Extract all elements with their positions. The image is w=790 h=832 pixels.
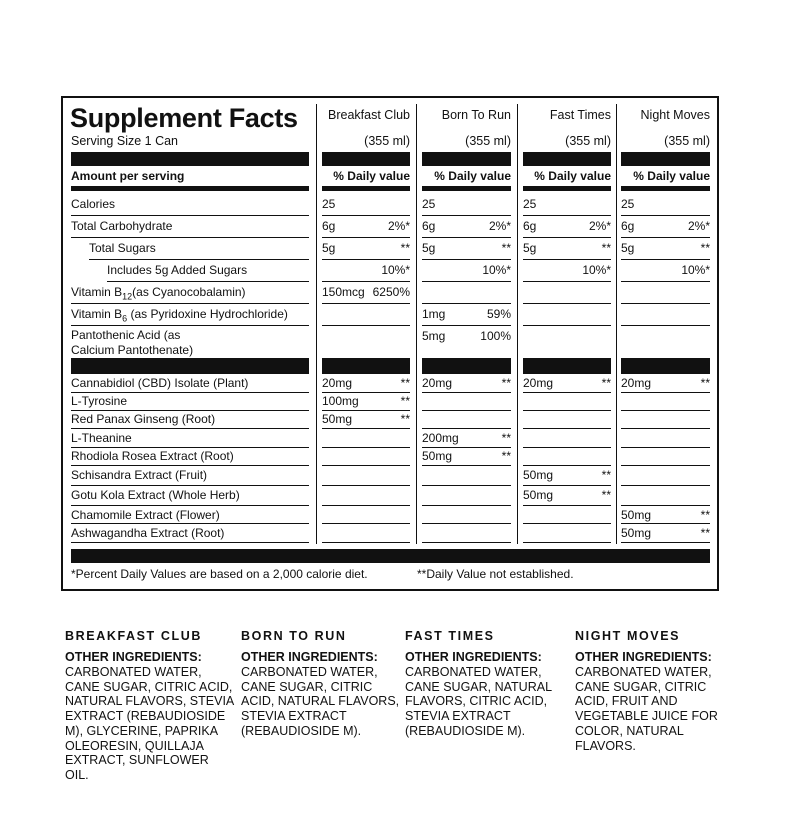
row-rule-col-2 [523, 259, 611, 260]
ingredient-8-amount-3: 50mg [621, 526, 652, 540]
row-rule-col-2 [523, 410, 611, 411]
row-rule-col-1 [422, 259, 511, 260]
ingredient-4-amount-1: 50mg [422, 449, 453, 463]
ingredient-7-amount-3: 50mg [621, 508, 652, 522]
thick-bar-mid-label [71, 358, 309, 374]
medium-bar-col-2 [523, 186, 611, 191]
row-rule-label [71, 392, 309, 393]
medium-bar-col-1 [422, 186, 511, 191]
row-rule-col-0 [322, 542, 410, 543]
row-rule-col-1 [422, 281, 511, 282]
other-ingredients-heading-0: OTHER INGREDIENTS: [65, 650, 202, 664]
nutrient-carb-amount-3: 6g [621, 219, 635, 233]
row-rule-col-0 [322, 523, 410, 524]
nutrient-carb-amount-2: 6g [523, 219, 537, 233]
thick-bar-top-col-2 [523, 152, 611, 166]
row-rule-col-1 [422, 237, 511, 238]
ingredient-4-dv-1: ** [501, 449, 511, 463]
ingredient-0-amount-2: 20mg [523, 376, 554, 390]
supplement-facts-panel [61, 96, 719, 591]
ingredient-5-amount-2: 50mg [523, 468, 554, 482]
row-rule-col-2 [523, 542, 611, 543]
row-rule-col-1 [422, 542, 511, 543]
nutrient-panto-amount-1: 5mg [422, 329, 446, 343]
row-rule-label [71, 542, 309, 543]
ingredient-8-dv-3: ** [700, 526, 710, 540]
ingredient-0-dv-2: ** [601, 376, 611, 390]
row-rule-col-0 [322, 428, 410, 429]
row-rule-col-0 [322, 485, 410, 486]
thick-bar-mid-col-2 [523, 358, 611, 374]
other-ingredients-text-2: CARBONATED WATER, CANE SUGAR, NATURAL FLAVORS, CITRIC ACID, STEVIA EXTRACT (REBAUDIOSIDE M). [405, 665, 552, 738]
row-rule-col-2 [523, 237, 611, 238]
row-rule-col-3 [621, 447, 710, 448]
nutrient-b12-dv-0: 6250% [372, 285, 410, 299]
row-rule-label [71, 465, 309, 466]
ingredient-7-dv-3: ** [700, 508, 710, 522]
ingredient-5-dv-2: ** [601, 468, 611, 482]
row-rule-col-3 [621, 505, 710, 506]
ingredient-2-amount-0: 50mg [322, 412, 353, 426]
product-section-title-1: BORN TO RUN [241, 629, 347, 643]
other-ingredients-heading-1: OTHER INGREDIENTS: [241, 650, 378, 664]
ingredient-0-amount-3: 20mg [621, 376, 652, 390]
nutrient-calories-amount-2: 25 [523, 197, 537, 211]
dv-header-3: % Daily value [633, 169, 710, 183]
footnote-dv: *Percent Daily Values are based on a 2,000 calorie diet. [71, 567, 368, 581]
row-rule-col-3 [621, 325, 710, 326]
nutrient-calories-amount-0: 25 [322, 197, 336, 211]
medium-bar-col-0 [322, 186, 410, 191]
row-rule-col-3 [621, 237, 710, 238]
product-name-1: Born To Run [441, 108, 511, 122]
thick-bar-mid-col-1 [422, 358, 511, 374]
row-rule-col-2 [523, 392, 611, 393]
other-ingredients-heading-2: OTHER INGREDIENTS: [405, 650, 542, 664]
row-rule-col-2 [523, 505, 611, 506]
nutrient-carb-amount-0: 6g [322, 219, 336, 233]
nutrient-calories-amount-1: 25 [422, 197, 436, 211]
row-rule-label [71, 410, 309, 411]
row-rule-col-3 [621, 215, 710, 216]
row-rule-col-2 [523, 303, 611, 304]
ingredient-4-label: Rhodiola Rosea Extract (Root) [71, 449, 234, 463]
row-rule-col-1 [422, 410, 511, 411]
row-rule-col-3 [621, 410, 710, 411]
row-rule-col-1 [422, 505, 511, 506]
product-serving-2: (355 ml) [565, 134, 611, 148]
nutrient-b6-dv-1: 59% [486, 307, 511, 321]
nutrient-added-dv-1: 10%* [482, 263, 511, 277]
nutrient-sugars-amount-2: 5g [523, 241, 537, 255]
other-ingredients-text-3: CARBONATED WATER, CANE SUGAR, CITRIC ACID, FRUIT AND VEGETABLE JUICE FOR COLOR, NATURAL FLAVORS. [575, 665, 718, 753]
row-rule-col-2 [523, 465, 611, 466]
amount-per-serving: Amount per serving [71, 169, 185, 183]
thick-bar-mid-col-0 [322, 358, 410, 374]
ingredient-0-amount-0: 20mg [322, 376, 353, 390]
thick-bar-top-col-3 [621, 152, 710, 166]
dv-header-0: % Daily value [333, 169, 410, 183]
row-rule-col-1 [422, 465, 511, 466]
column-divider [517, 104, 518, 544]
row-rule-col-1 [422, 392, 511, 393]
ingredient-2-label: Red Panax Ginseng (Root) [71, 412, 216, 426]
row-rule-label [71, 505, 309, 506]
row-rule-label [71, 215, 309, 216]
nutrient-carb-dv-1: 2%* [488, 219, 511, 233]
ingredient-0-dv-3: ** [700, 376, 710, 390]
ingredient-2-dv-0: ** [400, 412, 410, 426]
row-rule-col-2 [523, 281, 611, 282]
product-name-2: Fast Times [549, 108, 611, 122]
row-rule-col-0 [322, 392, 410, 393]
ingredient-8-label: Ashwagandha Extract (Root) [71, 526, 225, 540]
ingredient-7-label: Chamomile Extract (Flower) [71, 508, 220, 522]
row-rule-col-0 [322, 410, 410, 411]
ingredient-5-label: Schisandra Extract (Fruit) [71, 468, 208, 482]
thick-bar-bottom [71, 549, 710, 563]
product-serving-0: (355 ml) [364, 134, 410, 148]
ingredient-1-label: L-Tyrosine [71, 394, 128, 408]
row-rule-col-3 [621, 542, 710, 543]
nutrient-sugars-amount-0: 5g [322, 241, 336, 255]
nutrient-calories-label: Calories [71, 197, 116, 211]
label-text: (as Pyridoxine Hydrochloride) [127, 307, 288, 321]
row-rule-col-2 [523, 215, 611, 216]
row-rule-col-1 [422, 303, 511, 304]
row-rule-col-0 [322, 259, 410, 260]
footnote-not-established: **Daily Value not established. [417, 567, 574, 581]
thick-bar-top-label [71, 152, 309, 166]
nutrient-b12-amount-0: 150mcg [322, 285, 365, 299]
nutrient-panto-label-2: Calcium Pantothenate) [71, 343, 194, 357]
row-rule-col-0 [322, 281, 410, 282]
column-divider [316, 104, 317, 544]
ingredient-0-label: Cannabidiol (CBD) Isolate (Plant) [71, 376, 249, 390]
row-rule-col-3 [621, 303, 710, 304]
product-serving-1: (355 ml) [465, 134, 511, 148]
product-name-3: Night Moves [640, 108, 710, 122]
medium-bar-col-3 [621, 186, 710, 191]
product-serving-3: (355 ml) [664, 134, 710, 148]
medium-bar-label [71, 186, 309, 191]
row-rule-col-0 [322, 325, 410, 326]
ingredient-1-amount-0: 100mg [322, 394, 359, 408]
nutrient-sugars-dv-1: ** [501, 241, 511, 255]
row-rule-col-1 [422, 447, 511, 448]
product-section-title-2: FAST TIMES [405, 629, 495, 643]
row-rule-col-0 [322, 303, 410, 304]
row-rule-col-2 [523, 447, 611, 448]
ingredient-0-amount-1: 20mg [422, 376, 453, 390]
nutrient-calories-amount-3: 25 [621, 197, 635, 211]
nutrient-b6-label [71, 307, 288, 323]
ingredient-3-label: L-Theanine [71, 431, 132, 445]
nutrient-added-dv-2: 10%* [582, 263, 611, 277]
nutrient-carb-dv-2: 2%* [588, 219, 611, 233]
nutrient-carb-label: Total Carbohydrate [71, 219, 173, 233]
nutrient-panto-dv-1: 100% [480, 329, 511, 343]
row-rule-col-3 [621, 281, 710, 282]
row-rule-col-2 [523, 428, 611, 429]
nutrient-sugars-dv-2: ** [601, 241, 611, 255]
ingredient-3-amount-1: 200mg [422, 431, 459, 445]
row-rule-label [107, 281, 309, 282]
row-rule-label [71, 485, 309, 486]
row-rule-col-1 [422, 215, 511, 216]
nutrient-sugars-label: Total Sugars [89, 241, 156, 255]
row-rule-col-0 [322, 237, 410, 238]
nutrient-sugars-dv-3: ** [700, 241, 710, 255]
column-divider [416, 104, 417, 544]
row-rule-label [71, 237, 309, 238]
label-subscript: 12 [122, 291, 133, 302]
row-rule-col-2 [523, 485, 611, 486]
ingredient-0-dv-0: ** [400, 376, 410, 390]
nutrient-panto-label-1: Pantothenic Acid (as [71, 328, 181, 342]
nutrient-added-dv-0: 10%* [381, 263, 410, 277]
row-rule-label [71, 447, 309, 448]
label-subscript: 6 [122, 313, 128, 324]
column-divider [616, 104, 617, 544]
thick-bar-top-col-1 [422, 152, 511, 166]
row-rule-col-2 [523, 325, 611, 326]
nutrient-sugars-amount-1: 5g [422, 241, 436, 255]
ingredient-6-amount-2: 50mg [523, 488, 554, 502]
product-name-0: Breakfast Club [328, 108, 410, 122]
row-rule-label [71, 428, 309, 429]
row-rule-label [89, 259, 309, 260]
row-rule-label [71, 523, 309, 524]
label-text: Vitamin B [71, 307, 123, 321]
row-rule-col-1 [422, 485, 511, 486]
row-rule-col-0 [322, 505, 410, 506]
other-ingredients-text-1: CARBONATED WATER, CANE SUGAR, CITRIC ACID, NATURAL FLAVORS, STEVIA EXTRACT (REBAUDIOSIDE M). [241, 665, 400, 738]
row-rule-label [71, 325, 309, 326]
dv-header-2: % Daily value [534, 169, 611, 183]
row-rule-col-1 [422, 428, 511, 429]
nutrient-b12-label [71, 285, 246, 301]
nutrient-added-dv-3: 10%* [681, 263, 710, 277]
row-rule-col-3 [621, 485, 710, 486]
row-rule-col-2 [523, 523, 611, 524]
row-rule-label [71, 303, 309, 304]
row-rule-col-1 [422, 325, 511, 326]
panel-title: Supplement Facts [70, 103, 298, 133]
nutrient-carb-amount-1: 6g [422, 219, 436, 233]
row-rule-col-3 [621, 523, 710, 524]
product-section-title-0: BREAKFAST CLUB [65, 629, 202, 643]
row-rule-col-3 [621, 465, 710, 466]
ingredient-0-dv-1: ** [501, 376, 511, 390]
thick-bar-mid-col-3 [621, 358, 710, 374]
ingredient-1-dv-0: ** [400, 394, 410, 408]
nutrient-added-label: Includes 5g Added Sugars [107, 263, 248, 277]
other-ingredients-text-0: CARBONATED WATER, CANE SUGAR, CITRIC ACID, NATURAL FLAVORS, STEVIA EXTRACT (REBAUDIOSIDE M), GLYCERINE, PAPRIKA OLEORESIN, QUILLAJA EXTRACT, SUNFLOWER OIL. [65, 665, 234, 782]
row-rule-col-0 [322, 447, 410, 448]
ingredient-3-dv-1: ** [501, 431, 511, 445]
row-rule-col-3 [621, 392, 710, 393]
nutrient-sugars-amount-3: 5g [621, 241, 635, 255]
serving-size: Serving Size 1 Can [71, 134, 179, 148]
row-rule-col-1 [422, 523, 511, 524]
nutrient-b6-amount-1: 1mg [422, 307, 446, 321]
nutrient-carb-dv-3: 2%* [687, 219, 710, 233]
product-section-title-3: NIGHT MOVES [575, 629, 681, 643]
row-rule-col-0 [322, 215, 410, 216]
ingredient-6-label: Gotu Kola Extract (Whole Herb) [71, 488, 240, 502]
label-text: (as Cyanocobalamin) [132, 285, 246, 299]
ingredient-6-dv-2: ** [601, 488, 611, 502]
thick-bar-top-col-0 [322, 152, 410, 166]
nutrient-sugars-dv-0: ** [400, 241, 410, 255]
row-rule-col-3 [621, 428, 710, 429]
label-text: Vitamin B [71, 285, 123, 299]
nutrient-carb-dv-0: 2%* [387, 219, 410, 233]
dv-header-1: % Daily value [434, 169, 511, 183]
other-ingredients-heading-3: OTHER INGREDIENTS: [575, 650, 712, 664]
row-rule-col-0 [322, 465, 410, 466]
row-rule-col-3 [621, 259, 710, 260]
